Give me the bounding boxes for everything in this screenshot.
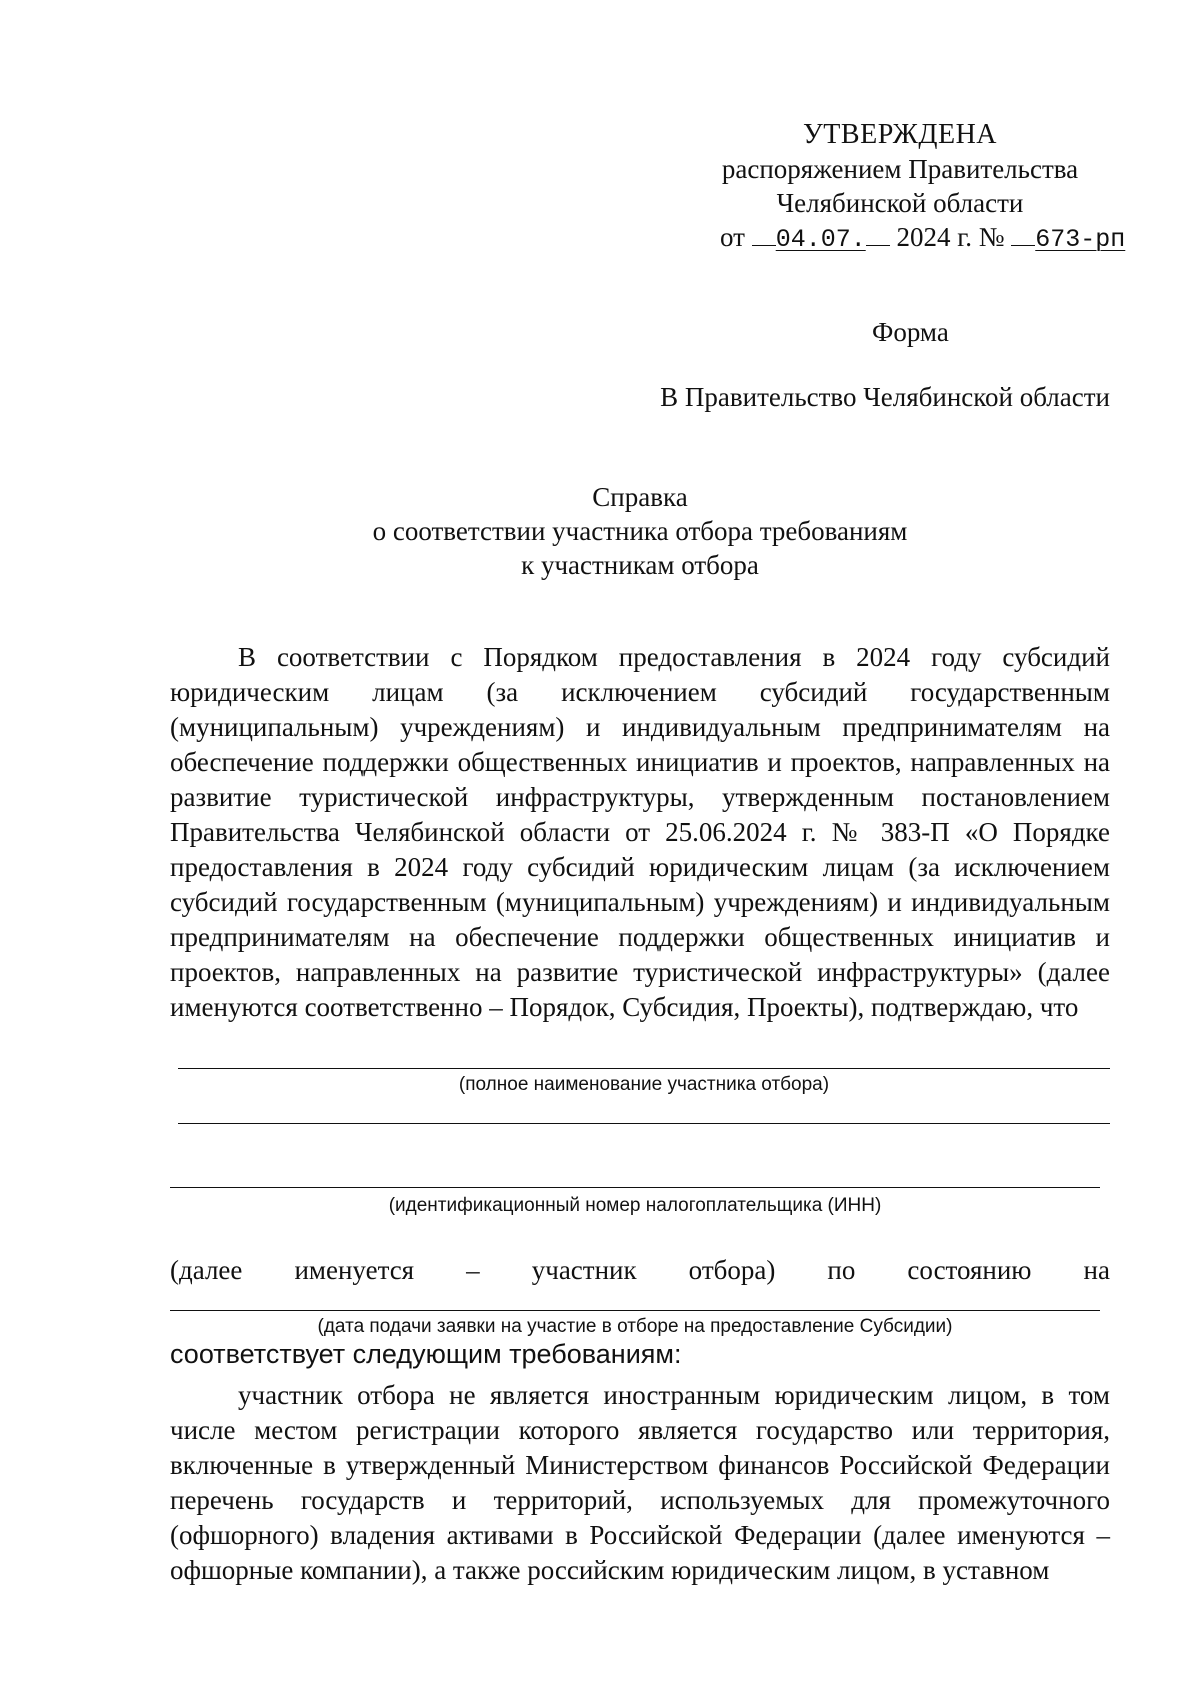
intro-paragraph: В соответствии с Порядком предоставления в 2024 году субсидий юридическим лицам (за исключением субсидий государственным (муниципальным) учреждениям) и индивидуальным предпринимателям на обеспечение поддержки общественных инициатив и проектов, направленных на развитие туристической инфраструктуры, утвержденным постановлением Правительства Челябинской области от 25.06.2024 г. № 383-П «О Порядке предоставления в 2024 году субсидий юридическим лицам (за исключением субсидий государственным (муниципальным) учреждениям) и индивидуальным предпринимателям на обеспечение поддержки общественных инициатив и проектов, направленных на развитие туристической инфраструктуры» (далее именуются соответственно – Порядок, Субсидия, Проекты), подтверждаю, что — [170, 642, 1110, 1022]
document-title — [170, 480, 1110, 582]
status-word: участник — [531, 1255, 637, 1285]
date-prefix: от — [720, 222, 745, 252]
approval-line-1: распоряжением Правительства — [721, 154, 1079, 184]
approval-number: 673-рп — [1035, 225, 1126, 254]
number-underline-gap — [1011, 244, 1035, 246]
status-word: на — [1083, 1255, 1110, 1285]
date-underline-gap-2 — [866, 244, 890, 246]
approval-date-line — [700, 220, 1126, 257]
full-name-field-line — [178, 1068, 1110, 1069]
year-number-label: 2024 г. № — [896, 222, 1005, 252]
approval-stamp — [700, 118, 1126, 257]
status-row — [170, 1255, 1110, 1286]
approval-line-2: Челябинской области — [776, 188, 1024, 218]
inn-caption: (идентификационный номер налогоплательщика (ИНН) — [388, 1195, 882, 1216]
date-underline-gap — [752, 244, 776, 246]
status-word: по — [827, 1255, 856, 1285]
status-word: именуется — [294, 1255, 415, 1285]
title-line-2: о соответствии участника отбора требованиям — [372, 516, 908, 546]
requirements-intro: соответствует следующим требованиям: — [170, 1339, 682, 1369]
status-word: состоянию — [907, 1255, 1032, 1285]
full-name-caption: (полное наименование участника отбора) — [458, 1074, 830, 1095]
addressee: В Правительство Челябинской области — [660, 382, 1110, 412]
date-field-line — [170, 1310, 1100, 1311]
title-line-3: к участникам отбора — [521, 550, 759, 580]
status-word: (далее — [170, 1255, 243, 1285]
full-name-field-line-2 — [178, 1123, 1110, 1124]
status-word: – — [466, 1255, 480, 1285]
title-line-1: Справка — [592, 482, 688, 512]
approval-date: 04.07. — [775, 225, 866, 254]
requirement-paragraph: участник отбора не является иностранным юридическим лицом, в том числе местом регистрации которого является государство или территория, включенные в утвержденный Министерством финансов Российской Федерации перечень государств и территорий, используемых для промежуточного (офшорного) владения активами в Российской Федерации (далее именуются – офшорные компании), а также российским юридическим лицом, в уставном — [170, 1380, 1110, 1585]
date-caption: (дата подачи заявки на участие в отборе на предоставление Субсидии) — [317, 1316, 953, 1337]
form-label: Форма — [872, 317, 949, 347]
inn-field-line — [170, 1187, 1100, 1188]
status-word: отбора) — [688, 1255, 776, 1285]
approval-title: УТВЕРЖДЕНА — [802, 119, 998, 150]
